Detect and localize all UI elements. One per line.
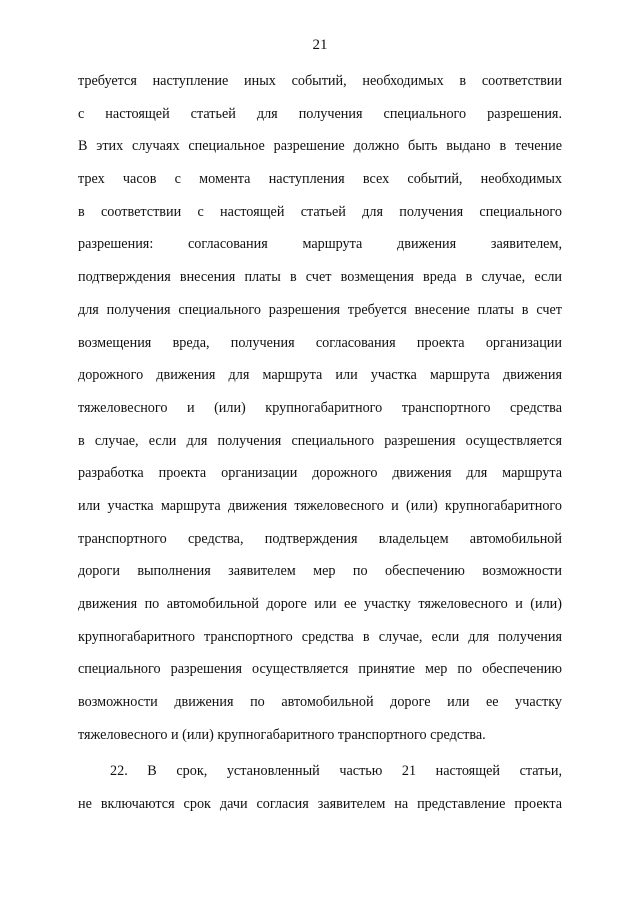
text-line: трех часов с момента наступления всех событий, необходимых xyxy=(78,171,562,188)
text-line: для получения специального разрешения требуется внесение платы в счет xyxy=(78,301,562,318)
text-line: движения по автомобильной дороге или ее участку тяжеловесного и (или) xyxy=(78,596,562,612)
text-line: с настоящей статьей для получения специального разрешения. xyxy=(78,105,562,122)
text-line: тяжеловесного и (или) крупногабаритного транспортного средства xyxy=(78,399,562,416)
paragraph-22-first-line: 22. В срок, установленный частью 21 настоящей статьи, xyxy=(110,763,562,780)
text-line: возмещения вреда, получения согласования проекта организации xyxy=(78,334,562,351)
text-line: или участка маршрута движения тяжеловесного и (или) крупногабаритного xyxy=(78,497,562,514)
text-line: В этих случаях специальное разрешение должно быть выдано в течение xyxy=(78,138,562,155)
text-line: транспортного средства, подтверждения владельцем автомобильной xyxy=(78,530,562,547)
document-body xyxy=(78,71,562,827)
text-line: дороги выполнения заявителем мер по обеспечению возможности xyxy=(78,563,562,580)
text-line: специального разрешения осуществляется принятие мер по обеспечению xyxy=(78,661,562,678)
text-line: разработка проекта организации дорожного движения для маршрута xyxy=(78,465,562,482)
text-line: в случае, если для получения специального разрешения осуществляется xyxy=(78,432,562,449)
text-line: крупногабаритного транспортного средства в случае, если для получения xyxy=(78,628,562,645)
text-line: не включаются срок дачи согласия заявителем на представление проекта xyxy=(78,796,562,813)
text-line: подтверждения внесения платы в счет возмещения вреда в случае, если xyxy=(78,269,562,286)
page-number: 21 xyxy=(312,37,328,53)
paragraph-end-line: тяжеловесного и (или) крупногабаритного транспортного средства. xyxy=(78,726,486,743)
text-line: в соответствии с настоящей статьей для получения специального xyxy=(78,203,562,220)
text-line: требуется наступление иных событий, необходимых в соответствии xyxy=(78,73,562,89)
text-line: возможности движения по автомобильной дороге или ее участку xyxy=(78,694,562,711)
text-line: разрешения: согласования маршрута движения заявителем, xyxy=(78,236,562,253)
text-line: дорожного движения для маршрута или участка маршрута движения xyxy=(78,367,562,384)
